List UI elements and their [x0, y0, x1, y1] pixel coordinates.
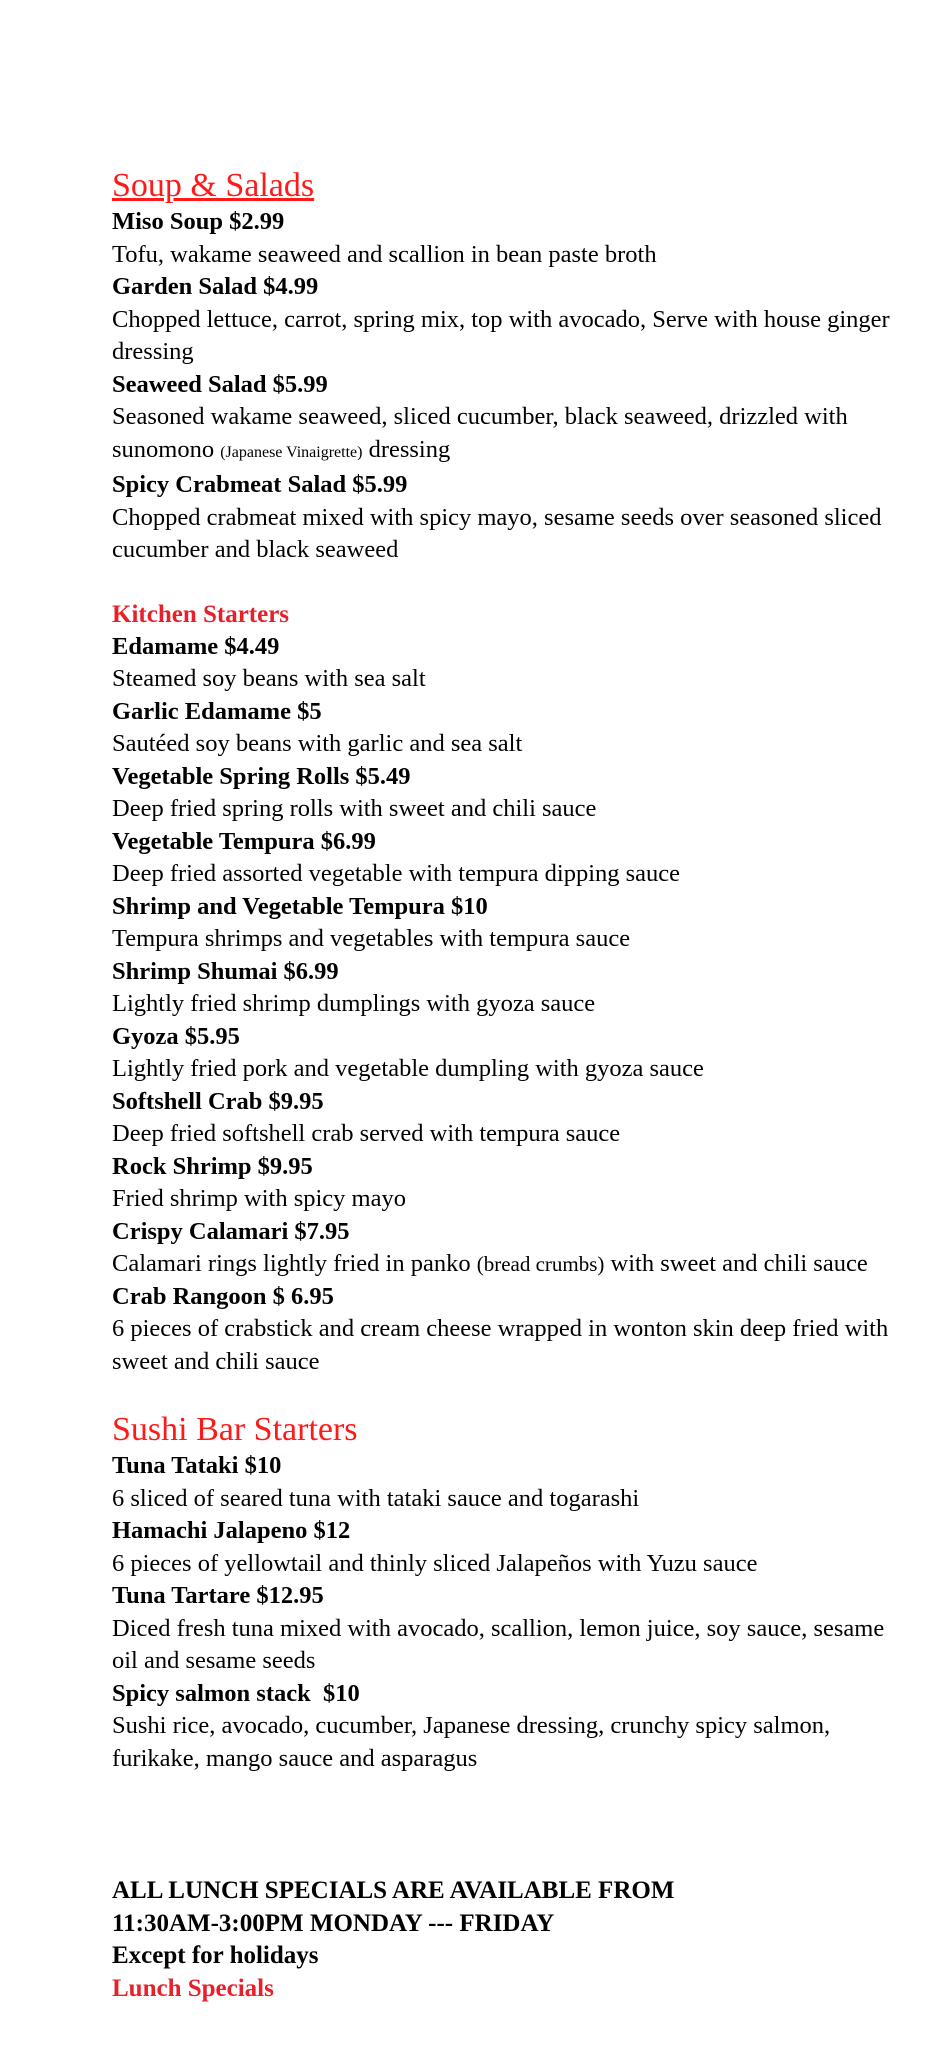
lunch-specials-heading: Lunch Specials	[112, 1974, 274, 2002]
desc-text: Calamari rings lightly fried in panko	[112, 1250, 477, 1277]
desc-note: (Japanese Vinaigrette)	[220, 443, 363, 461]
item-description: Deep fried assorted vegetable with tempura dipping sauce	[112, 860, 681, 887]
menu-item	[112, 1515, 902, 1580]
menu-item	[112, 1216, 902, 1281]
item-description: Diced fresh tuna mixed with avocado, scallion, lemon juice, soy sauce, sesame oil and sesame seeds	[112, 1614, 885, 1674]
item-description: Lightly fried pork and vegetable dumpling with gyoza sauce	[112, 1055, 704, 1082]
soup-salads-heading: Soup & Salads	[112, 167, 315, 204]
menu-item	[112, 891, 902, 956]
soup-salads-section	[112, 166, 902, 567]
item-title: Crab Rangoon $ 6.95	[112, 1282, 334, 1310]
item-title: Vegetable Tempura $6.99	[112, 827, 376, 855]
item-description: Steamed soy beans with sea salt	[112, 665, 426, 692]
menu-page	[112, 166, 902, 2005]
item-title: Softshell Crab $9.95	[112, 1087, 324, 1115]
item-description: Deep fried spring rolls with sweet and chili sauce	[112, 795, 597, 822]
lunch-notice: ALL LUNCH SPECIALS ARE AVAILABLE FROM	[112, 1877, 675, 1904]
item-title: Seaweed Salad $5.99	[112, 370, 328, 398]
sushi-bar-starters-section	[112, 1410, 902, 1775]
item-description: Fried shrimp with spicy mayo	[112, 1185, 406, 1212]
item-description: Chopped lettuce, carrot, spring mix, top with avocado, Serve with house ginger dressing	[112, 305, 890, 365]
item-title: Vegetable Spring Rolls $5.49	[112, 762, 411, 790]
menu-item	[112, 631, 902, 696]
item-title: Tuna Tartare $12.95	[112, 1582, 324, 1609]
menu-item	[112, 1678, 902, 1776]
menu-item	[112, 369, 902, 470]
desc-note: (bread crumbs)	[476, 1252, 605, 1276]
item-description: 6 sliced of seared tuna with tataki sauce and togarashi	[112, 1484, 640, 1512]
menu-item	[112, 1580, 902, 1678]
lunch-notice-hours: 11:30AM-3:00PM MONDAY --- FRIDAY	[112, 1909, 555, 1937]
item-title: Garden Salad $4.99	[112, 273, 319, 300]
item-description: Sautéed soy beans with garlic and sea salt	[112, 730, 523, 757]
menu-item	[112, 1021, 902, 1086]
item-title: Edamame $4.49	[112, 632, 280, 660]
item-title: Garlic Edamame $5	[112, 697, 322, 725]
item-title: Shrimp Shumai $6.99	[112, 957, 339, 985]
item-description: Tempura shrimps and vegetables with tempura sauce	[112, 925, 631, 952]
lunch-section	[112, 1875, 902, 2005]
item-title: Hamachi Jalapeno $12	[112, 1517, 351, 1544]
menu-item	[112, 1281, 902, 1379]
item-title: Crispy Calamari $7.95	[112, 1217, 350, 1245]
menu-item	[112, 1086, 902, 1151]
lunch-except: Except for holidays	[112, 1942, 319, 1969]
item-title: Tuna Tataki $10	[112, 1452, 282, 1479]
menu-item	[112, 761, 902, 826]
item-title: Shrimp and Vegetable Tempura $10	[112, 892, 488, 920]
menu-item	[112, 696, 902, 761]
item-title: Spicy Crabmeat Salad $5.99	[112, 471, 408, 498]
menu-item	[112, 1151, 902, 1216]
menu-item	[112, 826, 902, 891]
kitchen-starters-heading: Kitchen Starters	[112, 600, 290, 628]
kitchen-starters-section	[112, 599, 902, 1379]
item-description: 6 pieces of crabstick and cream cheese wrapped in wonton skin deep fried with sweet and chili sauce	[112, 1315, 889, 1375]
desc-text: Seasoned wakame seaweed, sliced cucumber, black seaweed, drizzled with sunomono	[112, 403, 848, 463]
item-title: Rock Shrimp $9.95	[112, 1152, 313, 1180]
item-description: Lightly fried shrimp dumplings with gyoza sauce	[112, 990, 596, 1017]
item-title: Gyoza $5.95	[112, 1022, 240, 1050]
item-description: Tofu, wakame seaweed and scallion in bean paste broth	[112, 240, 657, 268]
menu-item	[112, 206, 902, 271]
item-description: Deep fried softshell crab served with tempura sauce	[112, 1120, 621, 1147]
item-title: Miso Soup $2.99	[112, 208, 285, 235]
menu-item	[112, 469, 902, 567]
item-description: Chopped crabmeat mixed with spicy mayo, sesame seeds over seasoned sliced cucumber and black seaweed	[112, 503, 882, 563]
item-description	[112, 1248, 902, 1281]
sushi-bar-starters-heading: Sushi Bar Starters	[112, 1411, 358, 1448]
item-description: Sushi rice, avocado, cucumber, Japanese dressing, crunchy spicy salmon, furikake, mango sauce and asparagus	[112, 1712, 831, 1772]
item-description	[112, 401, 902, 469]
menu-item	[112, 271, 902, 369]
item-description: 6 pieces of yellowtail and thinly sliced Jalapeños with Yuzu sauce	[112, 1549, 758, 1577]
desc-text: with sweet and chili sauce	[604, 1250, 868, 1277]
menu-item	[112, 956, 902, 1021]
menu-item	[112, 1450, 902, 1515]
desc-text: dressing	[362, 435, 451, 463]
item-title: Spicy salmon stack $10	[112, 1679, 360, 1707]
